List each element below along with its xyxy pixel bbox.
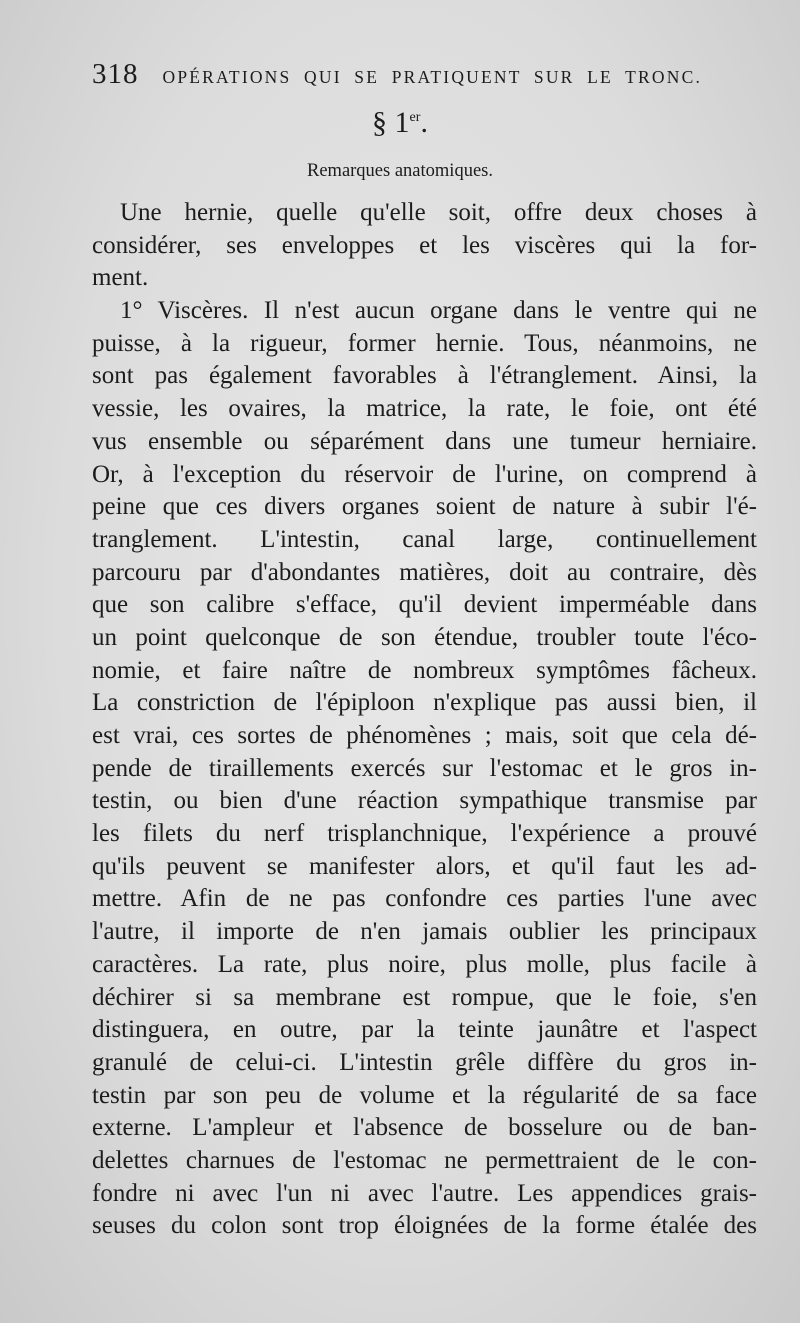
text-line: ment.: [92, 264, 149, 292]
text-line: seuses du colon sont trop éloignées de la forme étalée des: [92, 1212, 757, 1240]
text-line: sont pas également favorables à l'étranglement. Ainsi, la: [92, 362, 757, 390]
running-title: OPÉRATIONS QUI SE PRATIQUENT SUR LE TRONC.: [162, 67, 703, 87]
text-line: fondre ni avec l'un ni avec l'autre. Les appendices grais-: [92, 1179, 757, 1207]
text-line: delettes charnues de l'estomac ne permettraient de le con-: [92, 1146, 757, 1174]
text-line: puisse, à la rigueur, former hernie. Tous, néanmoins, ne: [92, 329, 757, 357]
text-line: caractères. La rate, plus noire, plus molle, plus facile à: [92, 950, 757, 978]
text-line: testin par son peu de volume et la régularité de sa face: [92, 1081, 757, 1109]
text-line: les filets du nerf trisplanchnique, l'expérience a prouvé: [92, 820, 757, 848]
page-number: 318: [92, 58, 139, 90]
text-line: que son calibre s'efface, qu'il devient imperméable dans: [92, 591, 757, 619]
section-mark-superscript: er: [409, 110, 421, 125]
text-line: pende de tiraillements exercés sur l'estomac et le gros in-: [92, 754, 757, 782]
text-line: nomie, et faire naître de nombreux symptômes fâcheux.: [92, 656, 757, 684]
section-mark: § 1: [372, 106, 410, 139]
text-line: considérer, ses enveloppes et les viscères qui la for-: [92, 231, 757, 259]
text-line: externe. L'ampleur et l'absence de bosselure ou de ban-: [92, 1114, 757, 1142]
text-line: est vrai, ces sortes de phénomènes ; mais, soit que cela dé-: [92, 722, 757, 749]
text-line: peine que ces divers organes soient de nature à subir l'é-: [92, 493, 757, 521]
text-line: déchirer si sa membrane est rompue, que le foie, s'en: [92, 983, 757, 1011]
text-line: qu'ils peuvent se manifester alors, et qu'il faut les ad-: [92, 852, 757, 880]
text-line: vus ensemble ou séparément dans une tumeur herniaire.: [92, 427, 757, 455]
text-line: parcouru par d'abondantes matières, doit au contraire, dès: [92, 558, 757, 586]
text-line: granulé de celui-ci. L'intestin grêle diffère du gros in-: [92, 1048, 757, 1076]
text-line: mettre. Afin de ne pas confondre ces parties l'une avec: [92, 885, 757, 913]
text-line: l'autre, il importe de n'en jamais oublier les principaux: [92, 918, 757, 946]
section-mark-period: .: [420, 106, 428, 139]
body-text: [92, 197, 757, 1243]
text-line: testin, ou bien d'une réaction sympathique transmise par: [92, 787, 757, 815]
text-line: Une hernie, quelle qu'elle soit, offre deux choses à: [120, 199, 757, 226]
running-head: [92, 58, 722, 91]
text-line: un point quelconque de son étendue, troubler toute l'éco-: [92, 623, 757, 651]
text-line: distinguera, en outre, par la teinte jaunâtre et l'aspect: [92, 1016, 757, 1044]
subheading: Remarques anatomiques.: [307, 161, 493, 181]
text-line: 1° Viscères. Il n'est aucun organe dans le ventre qui ne: [120, 297, 757, 325]
text-line: La constriction de l'épiploon n'explique pas aussi bien, il: [92, 689, 757, 717]
text-line: tranglement. L'intestin, canal large, continuellement: [92, 525, 757, 553]
text-line: Or, à l'exception du réservoir de l'urine, on comprend à: [92, 460, 757, 488]
text-line: vessie, les ovaires, la matrice, la rate, le foie, ont été: [92, 395, 757, 423]
section-heading: [0, 106, 800, 140]
